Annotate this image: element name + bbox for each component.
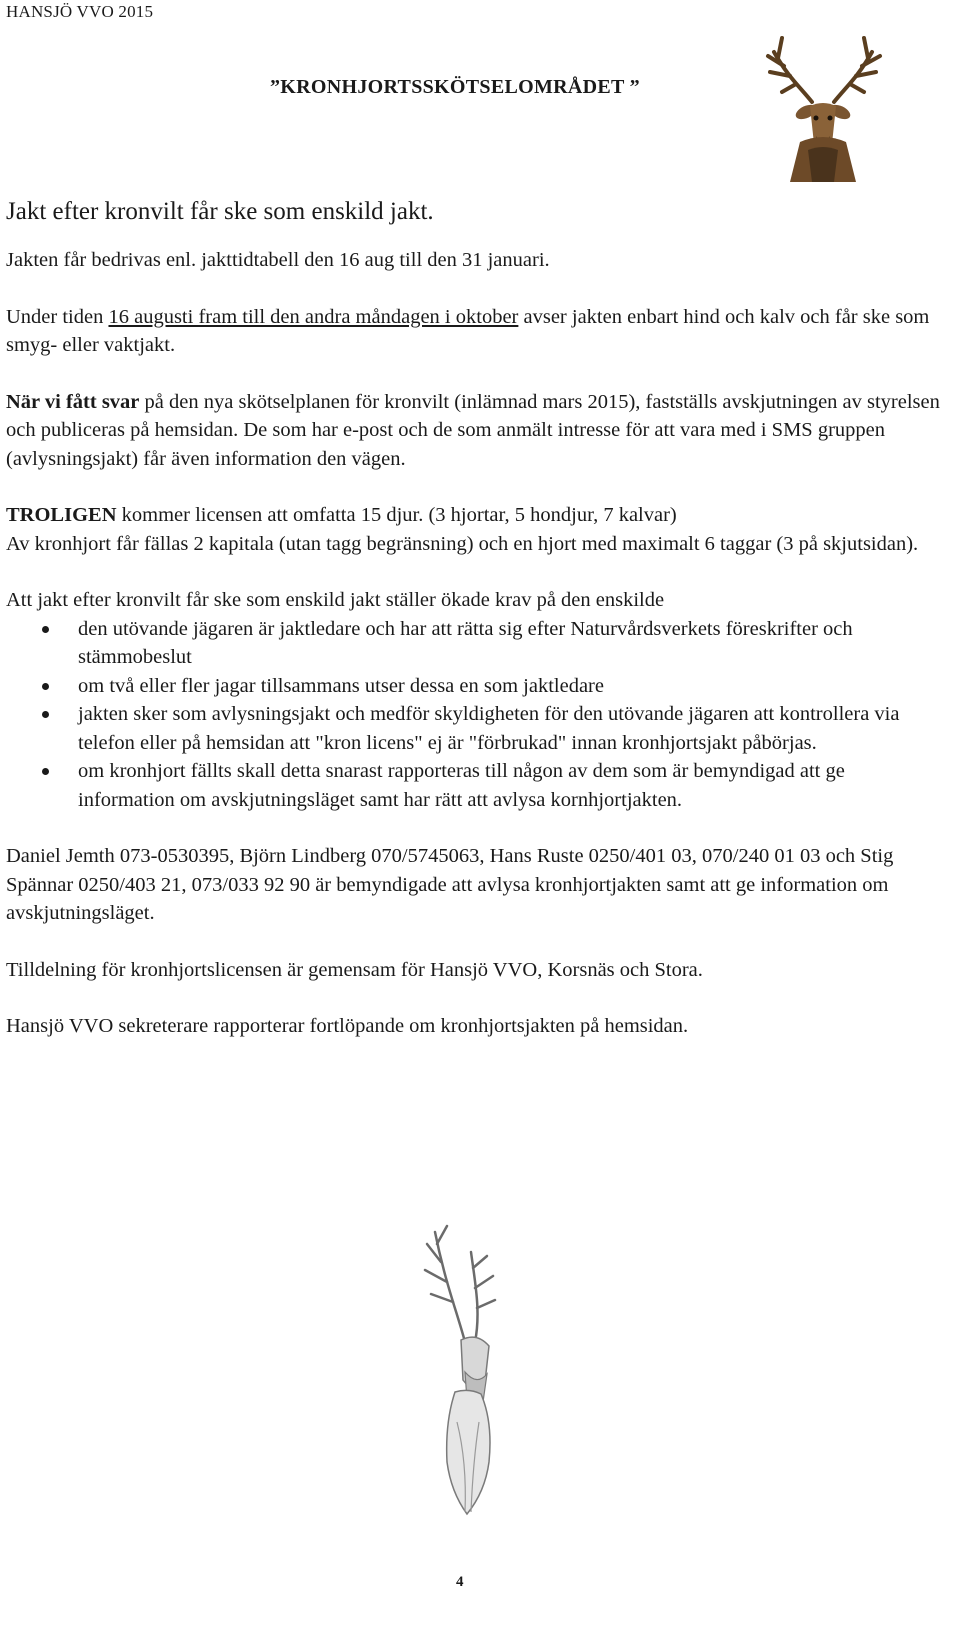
list-item-text: den utövande jägaren är jaktledare och har att rätta sig efter Naturvårdsverkets föreskrifter och stämmobeslut — [78, 617, 853, 668]
paragraph-requirements: Att jakt efter kronvilt får ske som enskild jakt ställer ökade krav på den enskilde — [6, 589, 665, 611]
paragraph-allocation: Tilldelning för kronhjortslicensen är gemensam för Hansjö VVO, Korsnäs och Stora. — [6, 958, 703, 981]
license-line1: kommer licensen att omfatta 15 djur. (3 hjortar, 5 hondjur, 7 kalvar) — [116, 504, 677, 526]
page-title: ”KRONHJORTSSKÖTSELOMRÅDET ” — [270, 76, 640, 98]
period-post: avser jakten enbart hind och kalv och får ske som smyg- eller vaktjakt. — [6, 305, 930, 356]
list-item-text: om två eller fler jagar tillsammans utser dessa en som jaktledare — [78, 674, 604, 697]
bullet-icon — [42, 683, 49, 690]
list-item-text: jakten sker som avlysningsjakt och medför skyldigheten för den utövande jägaren att kontrollera via telefon eller på hemsidan att "kron licens" ej är "förbrukad" innan kronhjortsjakt påbörjas. — [78, 703, 900, 754]
paragraph-intro: Jakt efter kronvilt får ske som enskild jakt. — [6, 198, 434, 225]
list-item — [6, 615, 946, 672]
page-number: 4 — [456, 1574, 464, 1590]
body-text — [6, 196, 946, 1041]
license-bold: TROLIGEN — [6, 504, 117, 526]
paragraph-license-detail: Av kronhjort får fällas 2 kapitala (utan tagg begränsning) och en hjort med maximalt 6 taggar (3 på skjutsidan). — [6, 532, 919, 555]
header-tag: HANSJÖ VVO 2015 — [6, 2, 154, 21]
bullet-icon — [42, 768, 49, 775]
period-pre: Under tiden — [6, 305, 109, 328]
plan-rest: på den nya skötselplanen för kronvilt (inlämnad mars 2015), fastställs avskjutningen av styrelsen och publiceras på hemsidan. De som har e-post och de som anmält intresse för att vara med i SMS gruppen (avlysningsjakt) får även information den vägen. — [6, 390, 940, 470]
stag-head-icon — [760, 32, 890, 182]
bullet-icon — [42, 711, 49, 718]
stag-sketch-icon — [395, 1222, 545, 1522]
list-item — [6, 757, 946, 814]
list-item — [6, 672, 946, 701]
list-item-text: om kronhjort fällts skall detta snarast rapporteras till någon av dem som är bemyndigad att ge information om avskjutningsläget samt har rätt att avlysa kornhjortjakten. — [78, 760, 845, 811]
paragraph-reporting: Hansjö VVO sekreterare rapporterar fortlöpande om kronhjortsjakten på hemsidan. — [6, 1015, 689, 1037]
paragraph-license — [6, 501, 946, 530]
paragraph-season: Jakten får bedrivas enl. jakttidtabell den 16 aug till den 31 januari. — [6, 249, 550, 271]
plan-bold: När vi fått svar — [6, 390, 140, 413]
paragraph-contacts: Daniel Jemth 073-0530395, Björn Lindberg 070/5745063, Hans Ruste 0250/401 03, 070/240 01 03 och Stig Spännar 0250/403 21, 073/033 92 90 är bemyndigade att avlysa kronhjortjakten samt att ge information om avskjutningsläget. — [6, 845, 894, 924]
requirements-list — [6, 615, 946, 815]
paragraph-period — [6, 303, 946, 360]
paragraph-plan — [6, 388, 946, 474]
list-item — [6, 700, 946, 757]
bullet-icon — [42, 626, 49, 633]
period-underlined: 16 augusti fram till den andra måndagen i oktober — [108, 305, 519, 328]
